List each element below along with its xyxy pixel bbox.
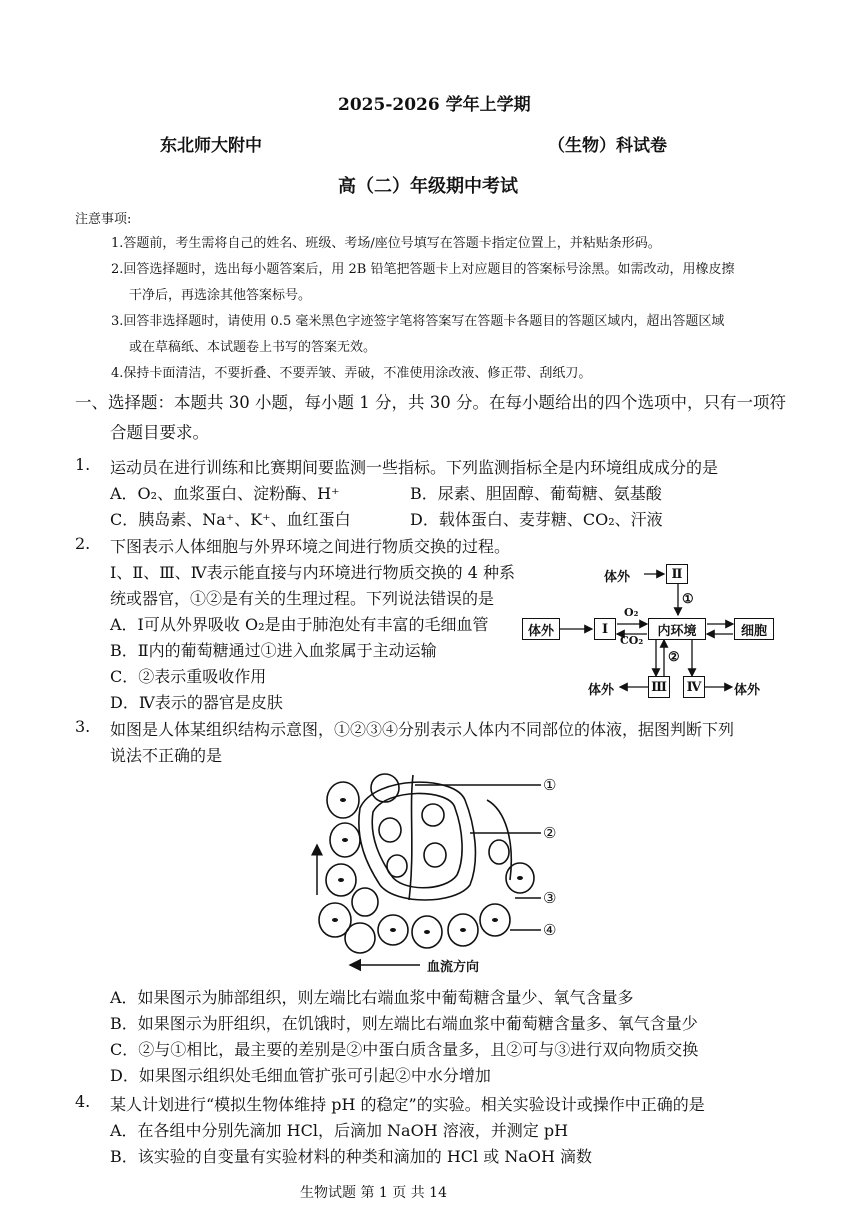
process-1-mark: ① [682, 592, 694, 607]
q3-option-c: C．②与①相比，最主要的差别是②中蛋白质含量多，且②可与③进行双向物质交换 [110, 1040, 699, 1059]
q2-diagram [520, 560, 780, 705]
cell-box: 细胞 [734, 618, 774, 640]
tissue-drawing [305, 770, 570, 975]
q1-option-b: B．尿素、胆固醇、葡萄糖、氨基酸 [410, 484, 662, 503]
section-heading: 一、选择题：本题共 30 小题，每小题 1 分，共 30 分。在每小题给出的四个选项中，只有一项符 [75, 393, 786, 412]
q1-option-d: D．载体蛋白、麦芽糖、CO₂、汗液 [410, 510, 663, 529]
fluid-4-label: ④ [543, 921, 557, 939]
q2-stem-line2: Ⅰ、Ⅱ、Ⅲ、Ⅳ表示能直接与内环境进行物质交换的 4 种系 [110, 563, 515, 582]
outside-bottom-right-label: 体外 [734, 683, 761, 698]
q2-option-d: D．Ⅳ表示的器官是皮肤 [110, 693, 283, 712]
note-item: 干净后，再选涂其他答案标号。 [129, 288, 312, 303]
exam-title: 高（二）年级期中考试 [338, 176, 518, 197]
note-item: 1.答题前，考生需将自己的姓名、班级、考场/座位号填写在答题卡指定位置上，并粘贴条形码。 [111, 236, 661, 251]
inner-environment-box: 内环境 [648, 618, 706, 640]
q1-number: 1. [75, 455, 91, 474]
q3-tissue-diagram [305, 770, 570, 975]
q2-option-a: A．Ⅰ可从外界吸收 O₂是由于肺泡处有丰富的毛细血管 [110, 615, 489, 634]
q1-stem: 运动员在进行训练和比赛期间要监测一些指标。下列监测指标全是内环境组成成分的是 [110, 458, 719, 477]
note-item: 2.回答选择题时，选出每小题答案后，用 2B 铅笔把答题卡上对应题目的答案标号涂黑。如需改动，用橡皮擦 [111, 262, 735, 277]
note-item: 3.回答非选择题时，请使用 0.5 毫米黑色字迹签字笔将答案写在答题卡各题目的答题区域内，超出答题区域 [111, 314, 725, 329]
q3-option-d: D．如果图示组织处毛细血管扩张可引起②中水分增加 [110, 1066, 491, 1085]
note-item: 4.保持卡面清洁，不要折叠、不要弄皱、弄破，不准使用涂改液、修正带、刮纸刀。 [111, 366, 592, 381]
q3-option-b: B．如果图示为肝组织，在饥饿时，则左端比右端血浆中葡萄糖含量多、氧气含量少 [110, 1014, 698, 1033]
q3-stem: 如图是人体某组织结构示意图，①②③④分别表示人体内不同部位的体液，据图判断下列 [110, 720, 735, 739]
outside-top-label: 体外 [604, 570, 631, 585]
note-item: 或在草稿纸、本试题卷上书写的答案无效。 [129, 340, 377, 355]
q2-option-c: C．②表示重吸收作用 [110, 667, 267, 686]
box-IV: Ⅳ [683, 676, 705, 698]
fluid-3-label: ③ [543, 889, 557, 907]
page-footer: 生物试题 第 1 页 共 14 [300, 1185, 447, 1201]
process-2-mark: ② [668, 650, 680, 665]
subject-title: （生物）科试卷 [548, 136, 667, 156]
school-name: 东北师大附中 [160, 136, 262, 156]
q2-stem: 下图表示人体细胞与外界环境之间进行物质交换的过程。 [110, 537, 511, 556]
notes-title: 注意事项: [75, 212, 132, 227]
q3-stem-line2: 说法不正确的是 [110, 746, 223, 765]
outside-left-box: 体外 [522, 618, 560, 640]
q1-option-c: C．胰岛素、Na⁺、K⁺、血红蛋白 [110, 510, 351, 529]
q4-number: 4. [75, 1092, 91, 1111]
co2-label: CO₂ [620, 634, 644, 647]
q3-option-a: A．如果图示为肺部组织，则左端比右端血浆中葡萄糖含量少、氧气含量多 [110, 988, 634, 1007]
outside-bottom-left-label: 体外 [588, 683, 615, 698]
box-I: Ⅰ [594, 618, 616, 640]
q2-option-b: B．Ⅱ内的葡萄糖通过①进入血浆属于主动运输 [110, 641, 437, 660]
o2-label: O₂ [624, 606, 639, 619]
fluid-2-label: ② [543, 824, 557, 842]
box-II: Ⅱ [666, 564, 688, 584]
q2-stem-line3: 统或器官，①②是有关的生理过程。下列说法错误的是 [110, 589, 495, 608]
q2-number: 2. [75, 534, 91, 553]
q4-stem: 某人计划进行“模拟生物体维持 pH 的稳定”的实验。相关实验设计或操作中正确的是 [110, 1095, 705, 1114]
box-III: Ⅲ [648, 676, 670, 698]
q1-option-a: A．O₂、血浆蛋白、淀粉酶、H⁺ [110, 484, 340, 503]
q3-number: 3. [75, 717, 91, 736]
blood-flow-label: 血流方向 [427, 960, 480, 975]
q4-option-b: B．该实验的自变量有实验材料的种类和滴加的 HCl 或 NaOH 滴数 [110, 1147, 593, 1166]
q4-option-a: A．在各组中分别先滴加 HCl，后滴加 NaOH 溶液，并测定 pH [110, 1121, 569, 1140]
section-heading-cont: 合题目要求。 [110, 423, 209, 442]
term-title: 2025-2026 学年上学期 [338, 95, 531, 115]
fluid-1-label: ① [543, 776, 557, 794]
